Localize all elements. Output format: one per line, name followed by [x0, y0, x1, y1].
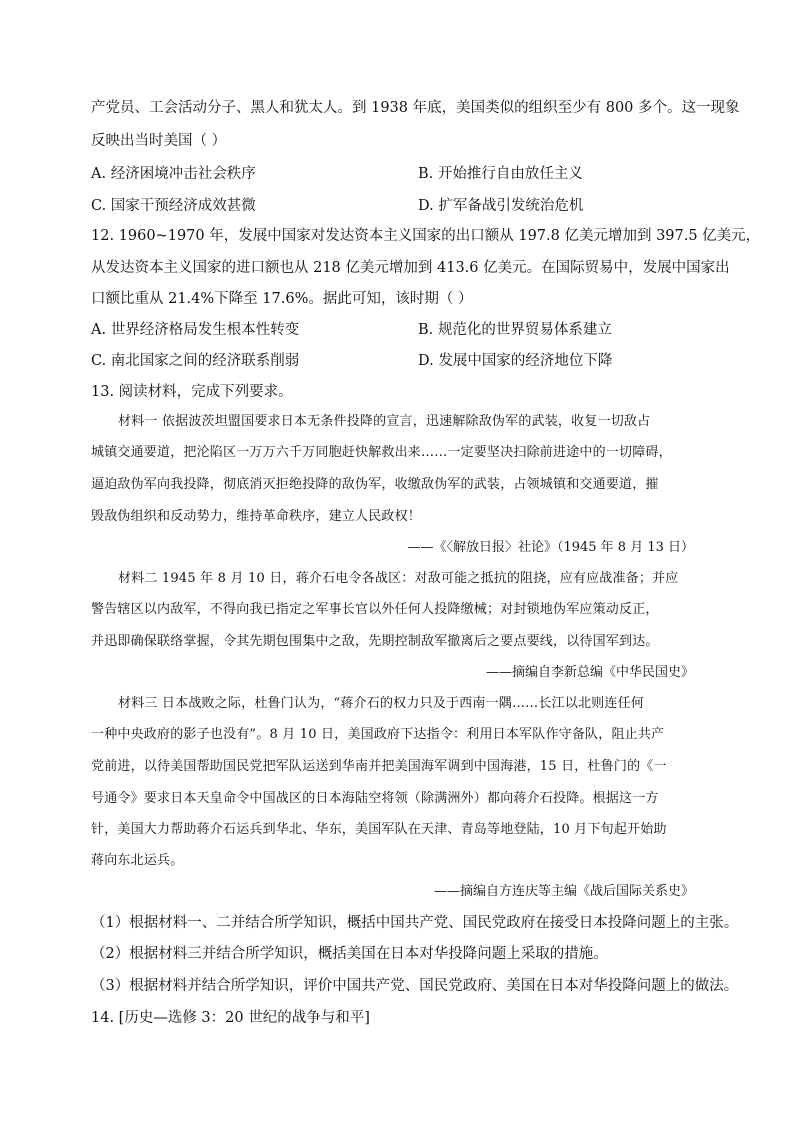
- q11-option-d: D. 扩军备战引发统治危机: [418, 198, 584, 214]
- q13-requirement-3: （3）根据材料并结合所学知识，评价中国共产党、国民党政府、美国在日本对华投降问题上的做法。: [91, 978, 739, 994]
- material3-line: 针，美国大力帮助蒋介石运兵到华北、华东，美国军队在天津、青岛等地登陆，10 月下旬起开始助: [91, 822, 667, 837]
- q12-option-a: A. 世界经济格局发生根本性转变: [91, 322, 300, 338]
- material3-line: 蒋向东北运兵。: [91, 853, 184, 868]
- material1-source: ——《〈解放日报〉社论》（1945 年 8 月 13 日）: [407, 540, 694, 555]
- material1-line: 城镇交通要道，把沦陷区一万万六千万同胞赶快解救出来……一定要坚决扫除前进途中的一切障碍，: [91, 445, 672, 460]
- material3-line: 党前进，以待美国帮助国民党把军队运送到华南并把美国海军调到中国海港，15 日，杜鲁门的《一: [91, 759, 667, 774]
- q12-option-b: B. 规范化的世界贸易体系建立: [418, 322, 612, 338]
- q11-stem-line: 反映出当时美国（ ）: [91, 133, 227, 149]
- material1-line: 逼迫敌伪军向我投降，彻底消灭拒绝投降的敌伪军，收缴敌伪军的武装，占领城镇和交通要道，摧: [91, 477, 659, 492]
- material1-line: 材料一 依据波茨坦盟国要求日本无条件投降的宣言，迅速解除敌伪军的武装，收复一切敌占: [118, 414, 651, 429]
- material2-source: ——摘编自李新总编《中华民国史》: [485, 665, 694, 680]
- material3-line: 材料三 日本战败之际，杜鲁门认为，“蒋介石的权力只及于西南一隅……长江以北则连任何: [118, 696, 644, 711]
- q12-stem-line: 口额比重从 21.4%下降至 17.6%。据此可知，该时期（ ）: [91, 291, 473, 307]
- q12-option-d: D. 发展中国家的经济地位下降: [418, 353, 613, 369]
- q14-title: 14. [历史—选修 3：20 世纪的战争与和平]: [91, 1010, 370, 1026]
- q13-title: 13. 阅读材料，完成下列要求。: [91, 384, 293, 400]
- material2-line: 材料二 1945 年 8 月 10 日，蒋介石电令各战区：对敌可能之抵抗的阻挠，应有应战准备；并应: [118, 571, 679, 586]
- material2-line: 警告辖区以内敌军，不得向我已指定之军事长官以外任何人投降缴械；对封锁地伪军应策动反正，: [91, 602, 659, 617]
- q12-stem-line: 12. 1960~1970 年，发展中国家对发达资本主义国家的出口额从 197.8 亿美元增加到 397.5 亿美元，: [91, 228, 761, 244]
- q11-option-c: C. 国家干预经济成效甚微: [91, 198, 256, 214]
- material2-line: 并迅即确保联络掌握，令其先期包围集中之敌，先期控制敌军撤离后之要点要线，以待国军到达。: [91, 634, 659, 649]
- q11-stem-line: 产党员、工会活动分子、黑人和犹太人。到 1938 年底，美国类似的组织至少有 800 多个。这一现象: [91, 100, 740, 116]
- q13-requirement-2: （2）根据材料三并结合所学知识，概括美国在日本对华投降问题上采取的措施。: [91, 946, 608, 962]
- q12-option-c: C. 南北国家之间的经济联系削弱: [91, 353, 300, 369]
- q11-option-b: B. 开始推行自由放任主义: [418, 166, 583, 182]
- material1-line: 毁敌伪组织和反动势力，维持革命秩序，建立人民政权！: [91, 509, 422, 524]
- material3-line: 号通令》要求日本天皇命令中国战区的日本海陆空将领（除满洲外）都向蒋介石投降。根据这一方: [91, 791, 659, 806]
- material3-line: 一种中央政府的影子也没有”。8 月 10 日，美国政府下达指令：利用日本军队作守备队，阻止共产: [91, 727, 665, 742]
- q12-stem-line: 从发达资本主义国家的进口额也从 218 亿美元增加到 413.6 亿美元。在国际贸易中，发展中国家出: [91, 260, 730, 276]
- q11-option-a: A. 经济困境冲击社会秩序: [91, 166, 256, 182]
- q13-requirement-1: （1）根据材料一、二并结合所学知识，概括中国共产党、国民党政府在接受日本投降问题上的主张。: [91, 915, 739, 931]
- material3-source: ——摘编自方连庆等主编《战后国际关系史》: [433, 884, 694, 899]
